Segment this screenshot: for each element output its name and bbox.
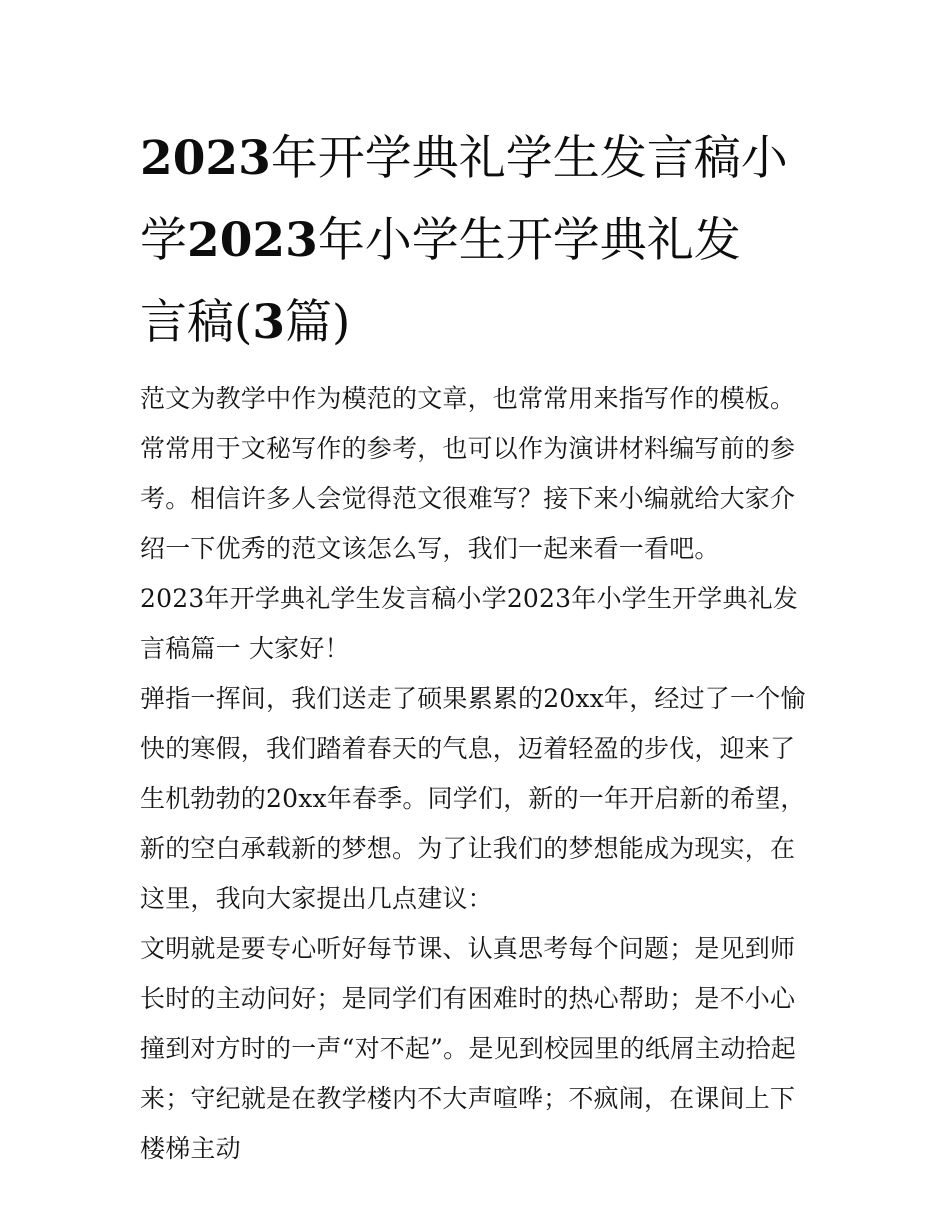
title-text: 言稿( (140, 295, 253, 350)
title-line-1 (140, 131, 788, 186)
title-count: 3 (252, 295, 286, 350)
title-text: 年小学生开学典礼发 (317, 213, 741, 268)
document-page (140, 118, 820, 1174)
document-title (140, 118, 820, 364)
body-paragraph: 弹指一挥间，我们送走了硕果累累的20xx年，经过了一个愉快的寒假，我们踏着春天的气息，迈着轻盈的步伐，迎来了生机勃勃的20xx年春季。同学们，新的一年开启新的希望，新的空白承载新的梦想。为了让我们的梦想能成为现实，在这里，我向大家提出几点建议： (140, 684, 806, 913)
title-text: 年开学典礼学生发言稿小 (270, 131, 788, 186)
section-heading-paragraph: 2023年开学典礼学生发言稿小学2023年小学生开学典礼发言稿篇一 大家好！ (140, 584, 799, 663)
title-text: 篇) (285, 295, 351, 350)
title-year: 2023 (140, 131, 271, 186)
title-year: 2023 (187, 213, 318, 268)
title-line-2 (140, 213, 741, 268)
body-paragraph: 文明就是要专心听好每节课、认真思考每个问题；是见到师长时的主动问好；是同学们有困难时的热心帮助；是不小心撞到对方时的一声“对不起”。是见到校园里的纸屑主动拾起来；守纪就是在教学楼内不大声喧哗；不疯闹，在课间上下楼梯主动 (140, 934, 796, 1163)
title-text: 学 (140, 213, 187, 268)
intro-paragraph: 范文为教学中作为模范的文章，也常常用来指写作的模板。常常用于文秘写作的参考，也可以作为演讲材料编写前的参考。相信许多人会觉得范文很难写？接下来小编就给大家介绍一下优秀的范文该怎么写，我们一起来看一看吧。 (140, 384, 796, 563)
title-line-3 (140, 295, 350, 350)
